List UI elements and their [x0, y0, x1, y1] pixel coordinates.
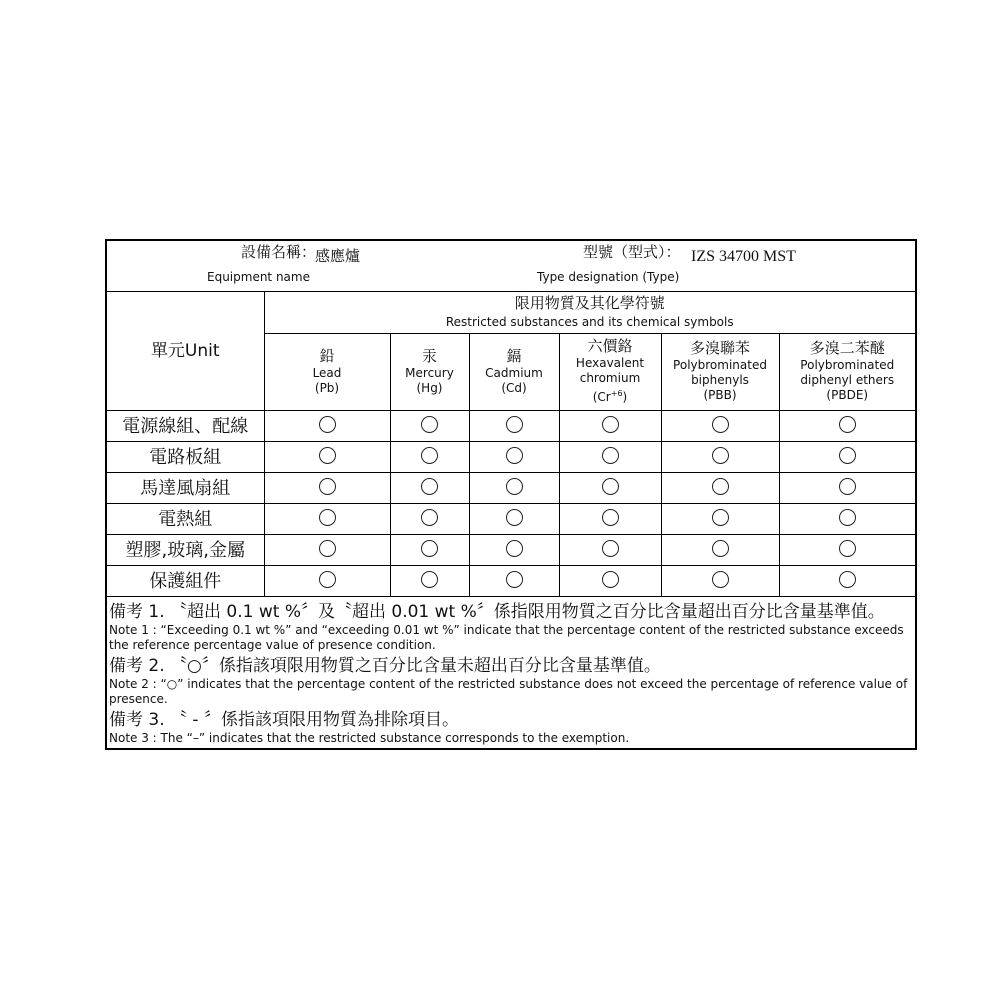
circle-mark-icon	[319, 540, 336, 557]
compliance-mark	[779, 535, 915, 566]
substance-name-en: Polybrominated biphenyls	[673, 358, 767, 387]
compliance-mark	[264, 442, 390, 473]
circle-mark-icon	[839, 416, 856, 433]
substance-column-header	[469, 334, 559, 411]
compliance-mark	[390, 566, 469, 597]
circle-mark-icon	[421, 509, 438, 526]
circle-mark-icon	[506, 571, 523, 588]
circle-mark-icon	[602, 540, 619, 557]
circle-mark-icon	[319, 571, 336, 588]
substance-symbol: $(Cr^{+6})$	[592, 389, 628, 404]
compliance-mark	[390, 535, 469, 566]
substances-title-zh: 限用物質及其化學符號	[514, 293, 665, 312]
equipment-label-en: Equipment name	[207, 270, 310, 284]
substance-column-header	[390, 334, 469, 411]
substance-name-en: Polybrominated diphenyl ethers	[800, 358, 895, 387]
substance-name-zh: 鉛	[319, 346, 335, 365]
compliance-mark	[264, 411, 390, 442]
note-en: Note 3 : The “–” indicates that the restricted substance corresponds to the exemption.	[109, 731, 630, 745]
circle-mark-icon	[602, 571, 619, 588]
compliance-mark	[661, 473, 779, 504]
compliance-mark	[559, 442, 661, 473]
notes-section	[107, 597, 915, 749]
substance-symbol: (PBB)	[703, 388, 737, 402]
substance-name-zh: 汞	[421, 346, 437, 365]
type-label-en: Type designation (Type)	[537, 270, 680, 284]
table-row	[107, 411, 915, 442]
circle-mark-icon	[712, 416, 729, 433]
circle-mark-icon	[712, 478, 729, 495]
circle-mark-icon	[602, 478, 619, 495]
compliance-mark	[559, 411, 661, 442]
substance-name-en: Cadmium	[485, 365, 543, 380]
compliance-mark	[264, 504, 390, 535]
compliance-mark	[661, 535, 779, 566]
circle-mark-icon	[712, 447, 729, 464]
compliance-mark	[661, 504, 779, 535]
compliance-mark	[469, 442, 559, 473]
circle-mark-icon	[839, 447, 856, 464]
table-row	[107, 535, 915, 566]
compliance-mark	[469, 411, 559, 442]
circle-mark-icon	[602, 509, 619, 526]
compliance-mark	[559, 504, 661, 535]
circle-mark-icon	[506, 509, 523, 526]
substance-column-header	[264, 334, 390, 411]
unit-name: 馬達風扇組	[107, 473, 264, 504]
substance-column-header	[661, 334, 779, 411]
compliance-mark	[469, 504, 559, 535]
circle-mark-icon	[506, 447, 523, 464]
unit-name: 塑膠,玻璃,金屬	[107, 535, 264, 566]
circle-mark-icon	[712, 571, 729, 588]
table-row	[107, 566, 915, 597]
substance-name-en: Lead	[312, 365, 342, 380]
circle-mark-icon	[319, 416, 336, 433]
unit-name: 電路板組	[107, 442, 264, 473]
type-value: IZS 34700 MST	[691, 248, 796, 265]
unit-name: 保護組件	[107, 566, 264, 597]
circle-mark-icon	[421, 447, 438, 464]
substance-symbol: (PBDE)	[826, 388, 869, 402]
compliance-mark	[779, 411, 915, 442]
circle-mark-icon	[839, 571, 856, 588]
compliance-mark	[390, 473, 469, 504]
compliance-mark	[469, 566, 559, 597]
unit-header: 單元Unit	[107, 292, 264, 411]
circle-mark-icon	[421, 478, 438, 495]
circle-mark-icon	[839, 509, 856, 526]
circle-mark-icon	[839, 540, 856, 557]
compliance-mark	[661, 566, 779, 597]
table-row	[107, 473, 915, 504]
substance-name-zh: 鎘	[506, 346, 522, 365]
note-en: Note 1 : “Exceeding 0.1 wt %” and “exceeding 0.01 wt %” indicate that the percentage content of the restricted substance exceeds the reference percentage value of presence condition.	[109, 623, 904, 652]
table-row	[107, 442, 915, 473]
compliance-mark	[779, 504, 915, 535]
compliance-mark	[469, 473, 559, 504]
rohs-declaration-table	[105, 239, 917, 750]
note-en: Note 2 : “○” indicates that the percentage content of the restricted substance does not exceed the percentage of reference value of presence.	[109, 677, 908, 706]
substance-name-zh: 多溴聯苯	[689, 339, 750, 357]
circle-mark-icon	[506, 478, 523, 495]
note-zh: 備考 2. 〝○〞係指該項限用物質之百分比含量未超出百分比含量基準值。	[109, 656, 661, 676]
circle-mark-icon	[421, 416, 438, 433]
equipment-value: 感應爐	[315, 247, 361, 265]
compliance-mark	[779, 566, 915, 597]
substances-title	[264, 292, 915, 334]
compliance-mark	[390, 442, 469, 473]
circle-mark-icon	[421, 571, 438, 588]
substance-name-en: Hexavalent chromium	[575, 356, 645, 385]
compliance-mark	[779, 473, 915, 504]
compliance-mark	[779, 442, 915, 473]
compliance-mark	[559, 566, 661, 597]
compliance-mark	[661, 442, 779, 473]
substance-name-zh: 多溴二苯醚	[809, 339, 885, 357]
unit-name: 電源線組、配線	[107, 411, 264, 442]
note-zh: 備考 3. 〝 - 〞係指該項限用物質為排除項目。	[109, 710, 459, 730]
unit-name: 電熱組	[107, 504, 264, 535]
compliance-mark	[559, 535, 661, 566]
note-zh: 備考 1. 〝超出 0.1 wt %〞及〝超出 0.01 wt %〞係指限用物質之百分比含量超出百分比含量基準值。	[109, 602, 885, 622]
compliance-mark	[661, 411, 779, 442]
compliance-mark	[264, 566, 390, 597]
circle-mark-icon	[712, 540, 729, 557]
substance-name-zh: 六價鉻	[587, 337, 633, 355]
circle-mark-icon	[839, 478, 856, 495]
circle-mark-icon	[319, 447, 336, 464]
compliance-mark	[264, 473, 390, 504]
circle-mark-icon	[506, 416, 523, 433]
circle-mark-icon	[319, 478, 336, 495]
substances-title-en: Restricted substances and its chemical symbols	[445, 314, 734, 329]
compliance-mark	[559, 473, 661, 504]
compliance-mark	[264, 535, 390, 566]
substance-symbol: (Hg)	[416, 380, 443, 395]
table-row	[107, 504, 915, 535]
circle-mark-icon	[506, 540, 523, 557]
circle-mark-icon	[602, 416, 619, 433]
type-label-zh: 型號（型式）：	[583, 243, 681, 261]
circle-mark-icon	[319, 509, 336, 526]
substance-symbol: (Cd)	[501, 380, 527, 395]
substance-column-header	[779, 334, 915, 411]
substance-symbol: (Pb)	[314, 380, 340, 395]
circle-mark-icon	[421, 540, 438, 557]
equipment-label-zh: 設備名稱：	[241, 243, 317, 261]
compliance-mark	[469, 535, 559, 566]
circle-mark-icon	[712, 509, 729, 526]
compliance-mark	[390, 411, 469, 442]
circle-mark-icon	[602, 447, 619, 464]
substance-name-en: Mercury	[405, 365, 454, 380]
substance-column-header	[559, 334, 661, 411]
equipment-header	[107, 241, 915, 292]
compliance-mark	[390, 504, 469, 535]
